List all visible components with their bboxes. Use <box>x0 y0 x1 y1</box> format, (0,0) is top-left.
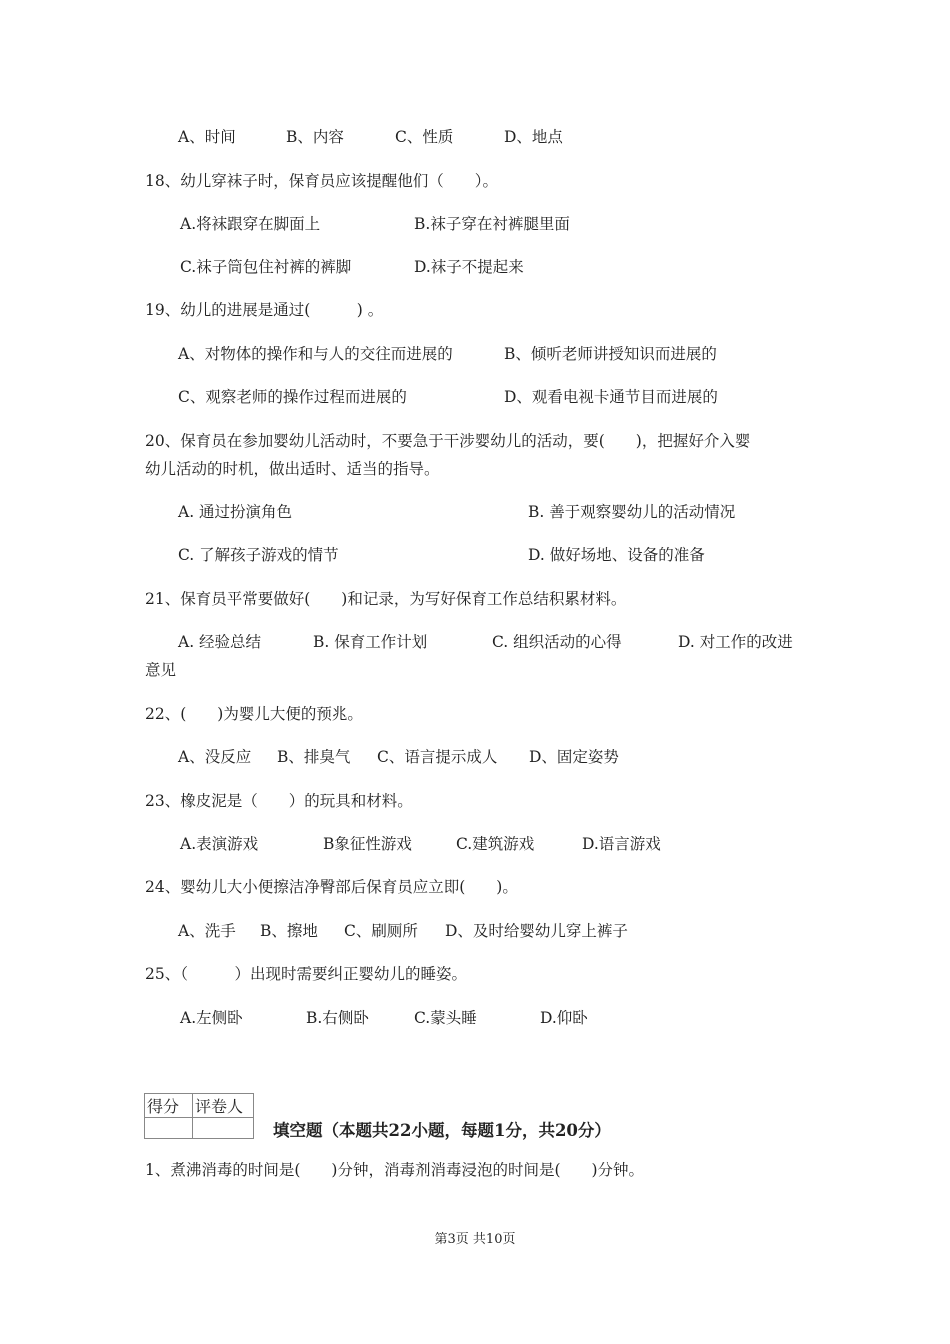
q19-option-b: B、倾听老师讲授知识而进展的 <box>504 345 717 363</box>
q20-stem-line2: 幼儿活动的时机，做出适时、适当的指导。 <box>145 460 440 478</box>
q21-option-d: D. 对工作的改进 <box>678 633 793 651</box>
q20-option-b: B. 善于观察婴幼儿的活动情况 <box>528 503 736 521</box>
q24-option-a: A、洗手 <box>178 922 236 940</box>
q21-option-b: B. 保育工作计划 <box>313 633 428 651</box>
grader-cell <box>193 1118 254 1139</box>
grader-header: 评卷人 <box>193 1094 254 1118</box>
q21-option-c: C. 组织活动的心得 <box>492 633 622 651</box>
q22-stem: 22、( )为婴儿大便的预兆。 <box>145 705 363 723</box>
q18-stem: 18、幼儿穿袜子时，保育员应该提醒他们（ ）。 <box>145 172 498 190</box>
q17-option-c: C、性质 <box>395 128 454 146</box>
q22-option-d: D、固定姿势 <box>529 748 619 766</box>
q19-option-c: C、观察老师的操作过程而进展的 <box>178 388 407 406</box>
q23-option-d: D.语言游戏 <box>582 835 661 853</box>
q22-option-b: B、排臭气 <box>277 748 351 766</box>
q25-option-a: A.左侧卧 <box>180 1009 243 1027</box>
fill1-stem: 1、煮沸消毒的时间是( )分钟，消毒剂消毒浸泡的时间是( )分钟。 <box>145 1161 645 1179</box>
score-box <box>144 1093 254 1139</box>
score-header: 得分 <box>145 1094 193 1118</box>
q18-option-a: A.将袜跟穿在脚面上 <box>180 215 321 233</box>
q20-option-d: D. 做好场地、设备的准备 <box>528 546 705 564</box>
page-footer: 第3页 共10页 <box>434 1232 516 1247</box>
q21-option-d-wrap: 意见 <box>145 661 177 679</box>
q19-stem: 19、幼儿的进展是通过( ) 。 <box>145 301 384 319</box>
q18-option-d: D.袜子不提起来 <box>414 258 524 276</box>
q17-option-d: D、地点 <box>504 128 563 146</box>
q21-stem: 21、保育员平常要做好( )和记录，为写好保育工作总结积累材料。 <box>145 590 627 608</box>
q23-option-b: B象征性游戏 <box>323 835 412 853</box>
q25-option-b: B.右侧卧 <box>306 1009 369 1027</box>
q25-option-c: C.蒙头睡 <box>414 1009 477 1027</box>
q24-option-d: D、及时给婴幼儿穿上裤子 <box>445 922 628 940</box>
q22-option-c: C、语言提示成人 <box>377 748 498 766</box>
section-title: 填空题（本题共22小题，每题1分，共20分） <box>273 1121 611 1140</box>
q24-stem: 24、婴幼儿大小便擦洁净臀部后保育员应立即( )。 <box>145 878 518 896</box>
q23-option-a: A.表演游戏 <box>180 835 259 853</box>
q19-option-a: A、对物体的操作和与人的交往而进展的 <box>178 345 453 363</box>
q17-option-a: A、时间 <box>178 128 236 146</box>
q22-option-a: A、没反应 <box>178 748 252 766</box>
q24-option-c: C、刷厕所 <box>344 922 418 940</box>
q25-stem: 25、（ ）出现时需要纠正婴幼儿的睡姿。 <box>145 965 467 983</box>
score-cell <box>145 1118 193 1139</box>
q23-option-c: C.建筑游戏 <box>456 835 535 853</box>
q18-option-b: B.袜子穿在衬裤腿里面 <box>414 215 570 233</box>
q19-option-d: D、观看电视卡通节目而进展的 <box>504 388 718 406</box>
q21-option-a: A. 经验总结 <box>178 633 262 651</box>
q23-stem: 23、橡皮泥是（ ）的玩具和材料。 <box>145 792 413 810</box>
q20-option-c: C. 了解孩子游戏的情节 <box>178 546 339 564</box>
q17-option-b: B、内容 <box>286 128 344 146</box>
q25-option-d: D.仰卧 <box>540 1009 588 1027</box>
q20-option-a: A. 通过扮演角色 <box>178 503 293 521</box>
q24-option-b: B、擦地 <box>260 922 318 940</box>
q18-option-c: C.袜子筒包住衬裤的裤脚 <box>180 258 352 276</box>
q20-stem-line1: 20、保育员在参加婴幼儿活动时，不要急于干涉婴幼儿的活动，要( )，把握好介入婴 <box>145 432 751 450</box>
